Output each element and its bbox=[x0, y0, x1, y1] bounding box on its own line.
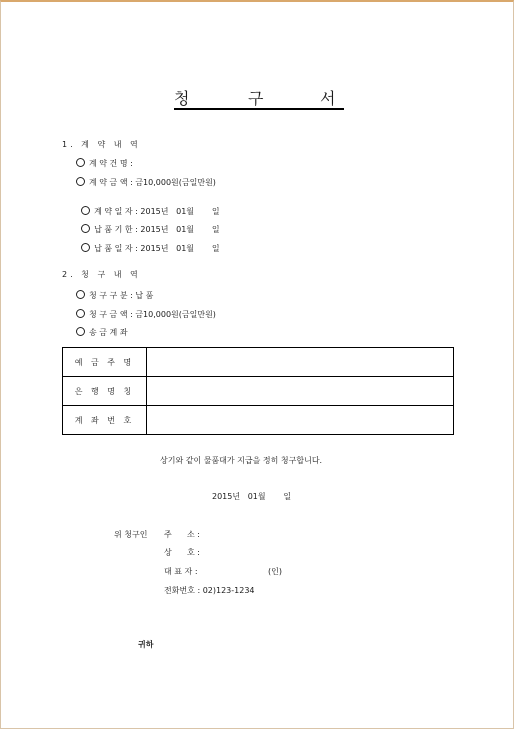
title-char-1: 청 bbox=[174, 89, 190, 108]
bullet-icon bbox=[76, 158, 85, 167]
document-title bbox=[174, 86, 344, 110]
table-row bbox=[63, 406, 454, 435]
bank-name-value[interactable] bbox=[147, 377, 454, 406]
bullet-icon bbox=[81, 243, 90, 252]
section2-heading: 2. 청 구 내 역 bbox=[62, 270, 141, 279]
table-row bbox=[63, 348, 454, 377]
contract-name-line bbox=[76, 158, 133, 169]
bullet-icon bbox=[76, 177, 85, 186]
company-label: 상 호 : bbox=[164, 548, 200, 557]
claimant-prefix: 위 청구인 bbox=[114, 530, 148, 539]
delivery-deadline-line bbox=[76, 214, 220, 235]
section1-heading: 1. 계 약 내 역 bbox=[62, 140, 141, 149]
contract-name-text: 계 약 건 명 : bbox=[89, 159, 133, 168]
depositor-label: 예 금 주 명 bbox=[63, 348, 147, 377]
recipient-honorific: 귀하 bbox=[138, 640, 154, 649]
claim-amount-line bbox=[76, 309, 216, 320]
ceo-label: 대 표 자 : bbox=[164, 567, 198, 576]
claim-type-text: 청 구 구 분 : 납 품 bbox=[89, 291, 154, 300]
remit-account-text: 송 금 계 좌 bbox=[89, 328, 128, 337]
depositor-value[interactable] bbox=[147, 348, 454, 377]
delivery-date-text: 납 품 일 자 : 2015년 01월 일 bbox=[94, 244, 220, 253]
contract-amount-line bbox=[76, 177, 216, 188]
bullet-icon bbox=[76, 309, 85, 318]
title-char-3: 서 bbox=[320, 89, 336, 108]
contract-date-text: 계 약 일 자 : 2015년 01월 일 bbox=[94, 207, 220, 216]
bank-name-label: 은 행 명 칭 bbox=[63, 377, 147, 406]
account-number-value[interactable] bbox=[147, 406, 454, 435]
account-table bbox=[62, 347, 454, 435]
claim-amount-text: 청 구 금 액 : 금10,000원(금일만원) bbox=[89, 310, 216, 319]
remit-account-line bbox=[76, 327, 128, 338]
bullet-icon bbox=[76, 290, 85, 299]
issue-date: 2015년 01월 일 bbox=[212, 492, 292, 501]
delivery-date-line bbox=[76, 233, 220, 254]
table-row bbox=[63, 377, 454, 406]
delivery-deadline-text: 납 품 기 한 : 2015년 01월 일 bbox=[94, 225, 220, 234]
address-label: 주 소 : bbox=[164, 530, 200, 539]
phone-line: 전화번호 : 02)123-1234 bbox=[164, 586, 255, 595]
account-number-label: 계 좌 번 호 bbox=[63, 406, 147, 435]
title-char-2: 구 bbox=[248, 89, 264, 108]
contract-amount-text: 계 약 금 액 : 금10,000원(금일만원) bbox=[89, 178, 216, 187]
bullet-icon bbox=[81, 224, 90, 233]
seal-mark: (인) bbox=[268, 567, 282, 576]
bullet-icon bbox=[76, 327, 85, 336]
claim-type-line bbox=[76, 290, 153, 301]
statement-text: 상기와 같이 물품대가 지급을 정히 청구합니다. bbox=[160, 456, 323, 465]
